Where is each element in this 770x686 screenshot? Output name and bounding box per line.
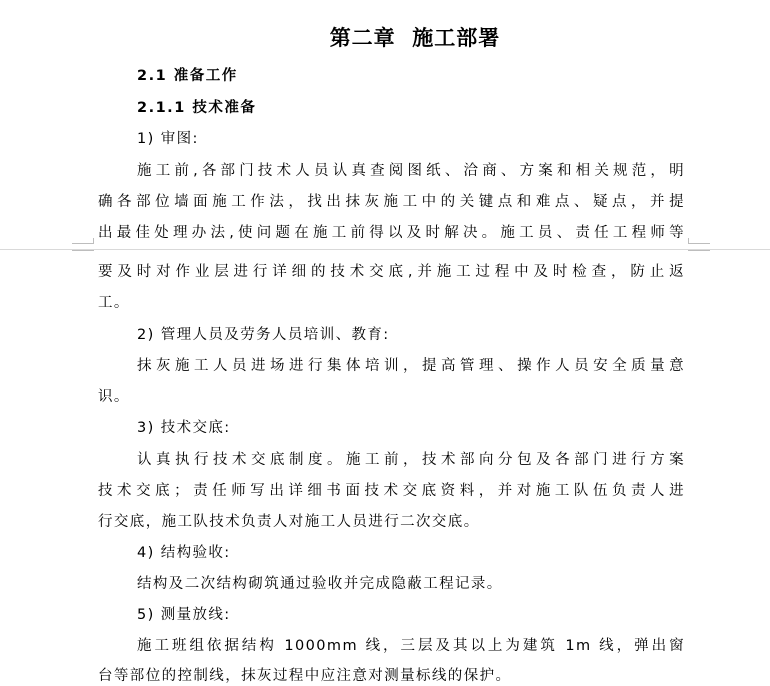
item-label-survey-layout: 5) 测量放线:	[137, 607, 231, 623]
item-label-structure-acceptance: 4) 结构验收:	[137, 545, 231, 561]
paragraph-line: 确各部位墙面施工作法，找出抹灰施工中的关键点和难点、疑点，并提	[98, 194, 685, 210]
left-margin-corner-mark	[72, 243, 94, 251]
paragraph-line: 认真执行技术交底制度。施工前，技术部向分包及各部门进行方案	[137, 452, 685, 468]
subsection-heading: 2.1.1 技术准备	[137, 100, 257, 116]
paragraph-line: 工。	[98, 295, 130, 311]
paragraph-line: 要及时对作业层进行详细的技术交底,并施工过程中及时检查，防止返	[98, 264, 685, 280]
chapter-title: 第二章 施工部署	[329, 25, 501, 50]
item-label-technical-briefing: 3) 技术交底:	[137, 420, 231, 436]
paragraph-line: 技术交底；责任师写出详细书面技术交底资料，并对施工队伍负责人进	[98, 483, 685, 499]
paragraph-line: 出最佳处理办法,使问题在施工前得以及时解决。施工员、责任工程师等	[98, 225, 685, 241]
right-margin-corner-mark	[688, 243, 710, 251]
paragraph-line: 识。	[98, 389, 130, 405]
paragraph-line: 结构及二次结构砌筑通过验收并完成隐蔽工程记录。	[137, 576, 503, 592]
paragraph-line: 台等部位的控制线，抹灰过程中应注意对测量标线的保护。	[98, 668, 512, 684]
section-heading: 2.1 准备工作	[137, 68, 238, 84]
paragraph-line: 抹灰施工人员进场进行集体培训，提高管理、操作人员安全质量意	[137, 358, 685, 374]
item-label-training: 2) 管理人员及劳务人员培训、教育:	[137, 327, 390, 343]
page-break-divider	[0, 249, 770, 250]
paragraph-line: 施工班组依据结构 1000mm 线，三层及其以上为建筑 1m 线，弹出窗	[137, 638, 685, 654]
paragraph-line: 行交底，施工队技术负责人对施工人员进行二次交底。	[98, 514, 480, 530]
item-label-review-drawings: 1) 审图:	[137, 131, 199, 147]
paragraph-line: 施工前,各部门技术人员认真查阅图纸、洽商、方案和相关规范，明	[137, 163, 685, 179]
